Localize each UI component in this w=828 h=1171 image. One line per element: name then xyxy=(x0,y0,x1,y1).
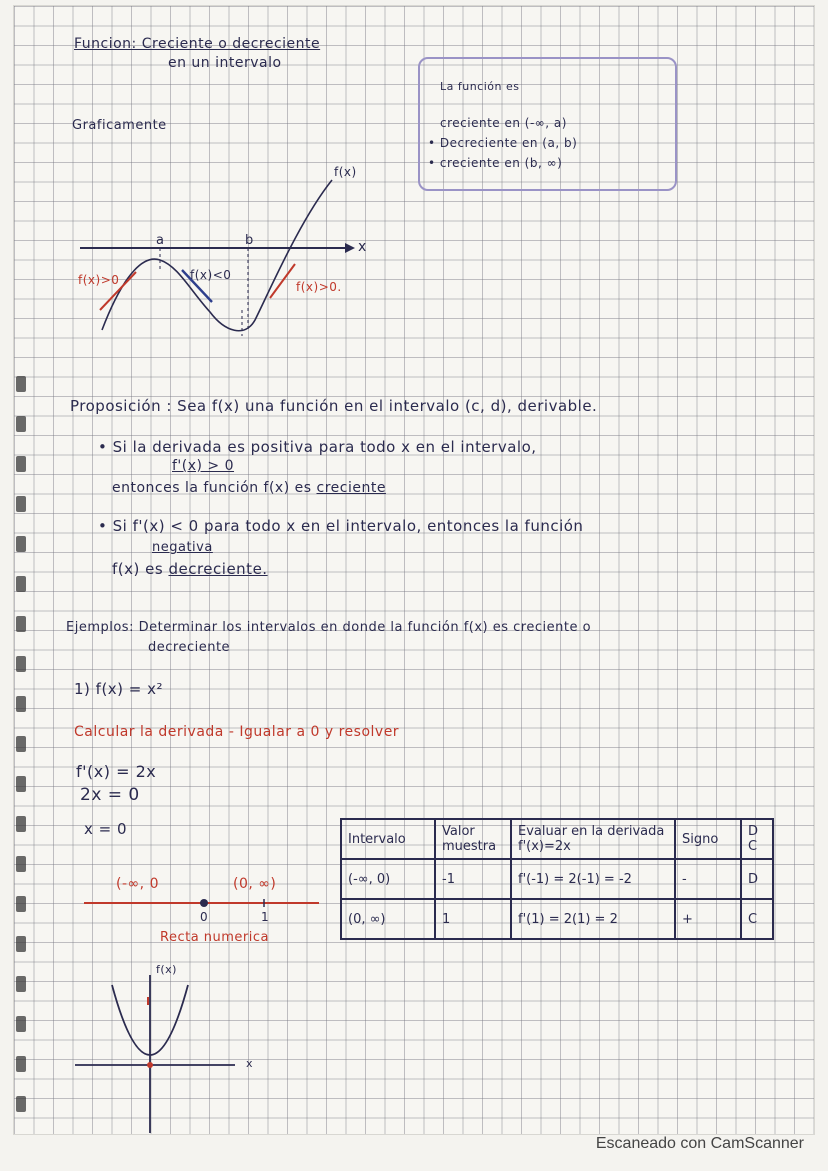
x-axis-arrow-icon xyxy=(345,243,355,253)
summary-line-2: • Decreciente en (a, b) xyxy=(428,136,578,150)
page-title: Funcion: Creciente o decreciente xyxy=(74,36,321,52)
table-cell: + xyxy=(675,899,741,939)
bullet-1: • Si la derivada es positiva para todo x en el intervalo, xyxy=(98,438,537,456)
tick-0: 0 xyxy=(200,910,209,924)
examples-line-1: Ejemplos: Determinar los intervalos en donde la función f(x) es creciente o xyxy=(66,620,592,635)
sign-table xyxy=(340,818,774,940)
table-header-cell: Evaluar en la derivada f'(x)=2x xyxy=(511,819,675,859)
graph-2 xyxy=(70,975,270,1135)
summary-line-3: • creciente en (b, ∞) xyxy=(428,156,563,170)
proposition-line: Proposición : Sea f(x) una función en el intervalo (c, d), derivable. xyxy=(70,397,598,415)
table-cell: (0, ∞) xyxy=(341,899,435,939)
table-cell: D xyxy=(741,859,773,899)
graph-1 xyxy=(70,160,370,350)
tick-1: 1 xyxy=(261,910,270,924)
example-1: 1) f(x) = x² xyxy=(74,680,164,698)
bullet-1-formula: f'(x) > 0 xyxy=(172,458,235,474)
bullet-1-result: entonces la función f(x) es creciente xyxy=(112,480,386,496)
interval-right: (0, ∞) xyxy=(233,876,277,892)
fx-label-2: f(x) xyxy=(156,963,177,976)
equation: 2x = 0 xyxy=(80,785,140,805)
bullet-2: • Si f'(x) < 0 para todo x en el intervalo, entonces la función xyxy=(98,517,584,535)
x-label-2: x xyxy=(246,1057,254,1070)
note-decreasing: f(x)<0 xyxy=(190,268,232,282)
point-b-label: b xyxy=(245,233,254,248)
note-increasing-right: f(x)>0. xyxy=(296,280,342,294)
table-header-cell: D C xyxy=(741,819,773,859)
graph-label: Graficamente xyxy=(72,118,167,133)
bullet-2-result: f(x) es decreciente. xyxy=(112,560,268,578)
fx-label: f(x) xyxy=(334,165,357,179)
binder-holes xyxy=(14,376,30,1136)
interval-left: (-∞, 0 xyxy=(116,876,159,892)
derivative: f'(x) = 2x xyxy=(76,762,157,781)
bullet-2-note: negativa xyxy=(152,540,213,555)
page-subtitle: en un intervalo xyxy=(168,55,282,71)
table-cell: f'(-1) = 2(-1) = -2 xyxy=(511,859,675,899)
solution: x = 0 xyxy=(84,820,128,838)
table-row xyxy=(341,899,773,939)
summary-line-1: creciente en (-∞, a) xyxy=(440,116,567,130)
function-curve xyxy=(102,180,332,331)
table-cell: - xyxy=(675,859,741,899)
table-row xyxy=(341,859,773,899)
point-a-label: a xyxy=(156,233,165,248)
table-header-cell: Signo xyxy=(675,819,741,859)
summary-intro: La función es xyxy=(440,80,520,93)
number-line-caption: Recta numerica xyxy=(160,930,270,945)
examples-line-2: decreciente xyxy=(148,640,231,655)
table-header-row xyxy=(341,819,773,859)
table-cell: (-∞, 0) xyxy=(341,859,435,899)
table-header-cell: Valor muestra xyxy=(435,819,511,859)
scanner-watermark: Escaneado con CamScanner xyxy=(595,1135,804,1152)
table-cell: C xyxy=(741,899,773,939)
table-cell: 1 xyxy=(435,899,511,939)
example-steps: Calcular la derivada - Igualar a 0 y resolver xyxy=(74,724,400,740)
x-label: x xyxy=(358,239,367,255)
note-increasing-left: f(x)>0 xyxy=(78,273,120,287)
table-header-cell: Intervalo xyxy=(341,819,435,859)
table-cell: f'(1) = 2(1) = 2 xyxy=(511,899,675,939)
table-cell: -1 xyxy=(435,859,511,899)
